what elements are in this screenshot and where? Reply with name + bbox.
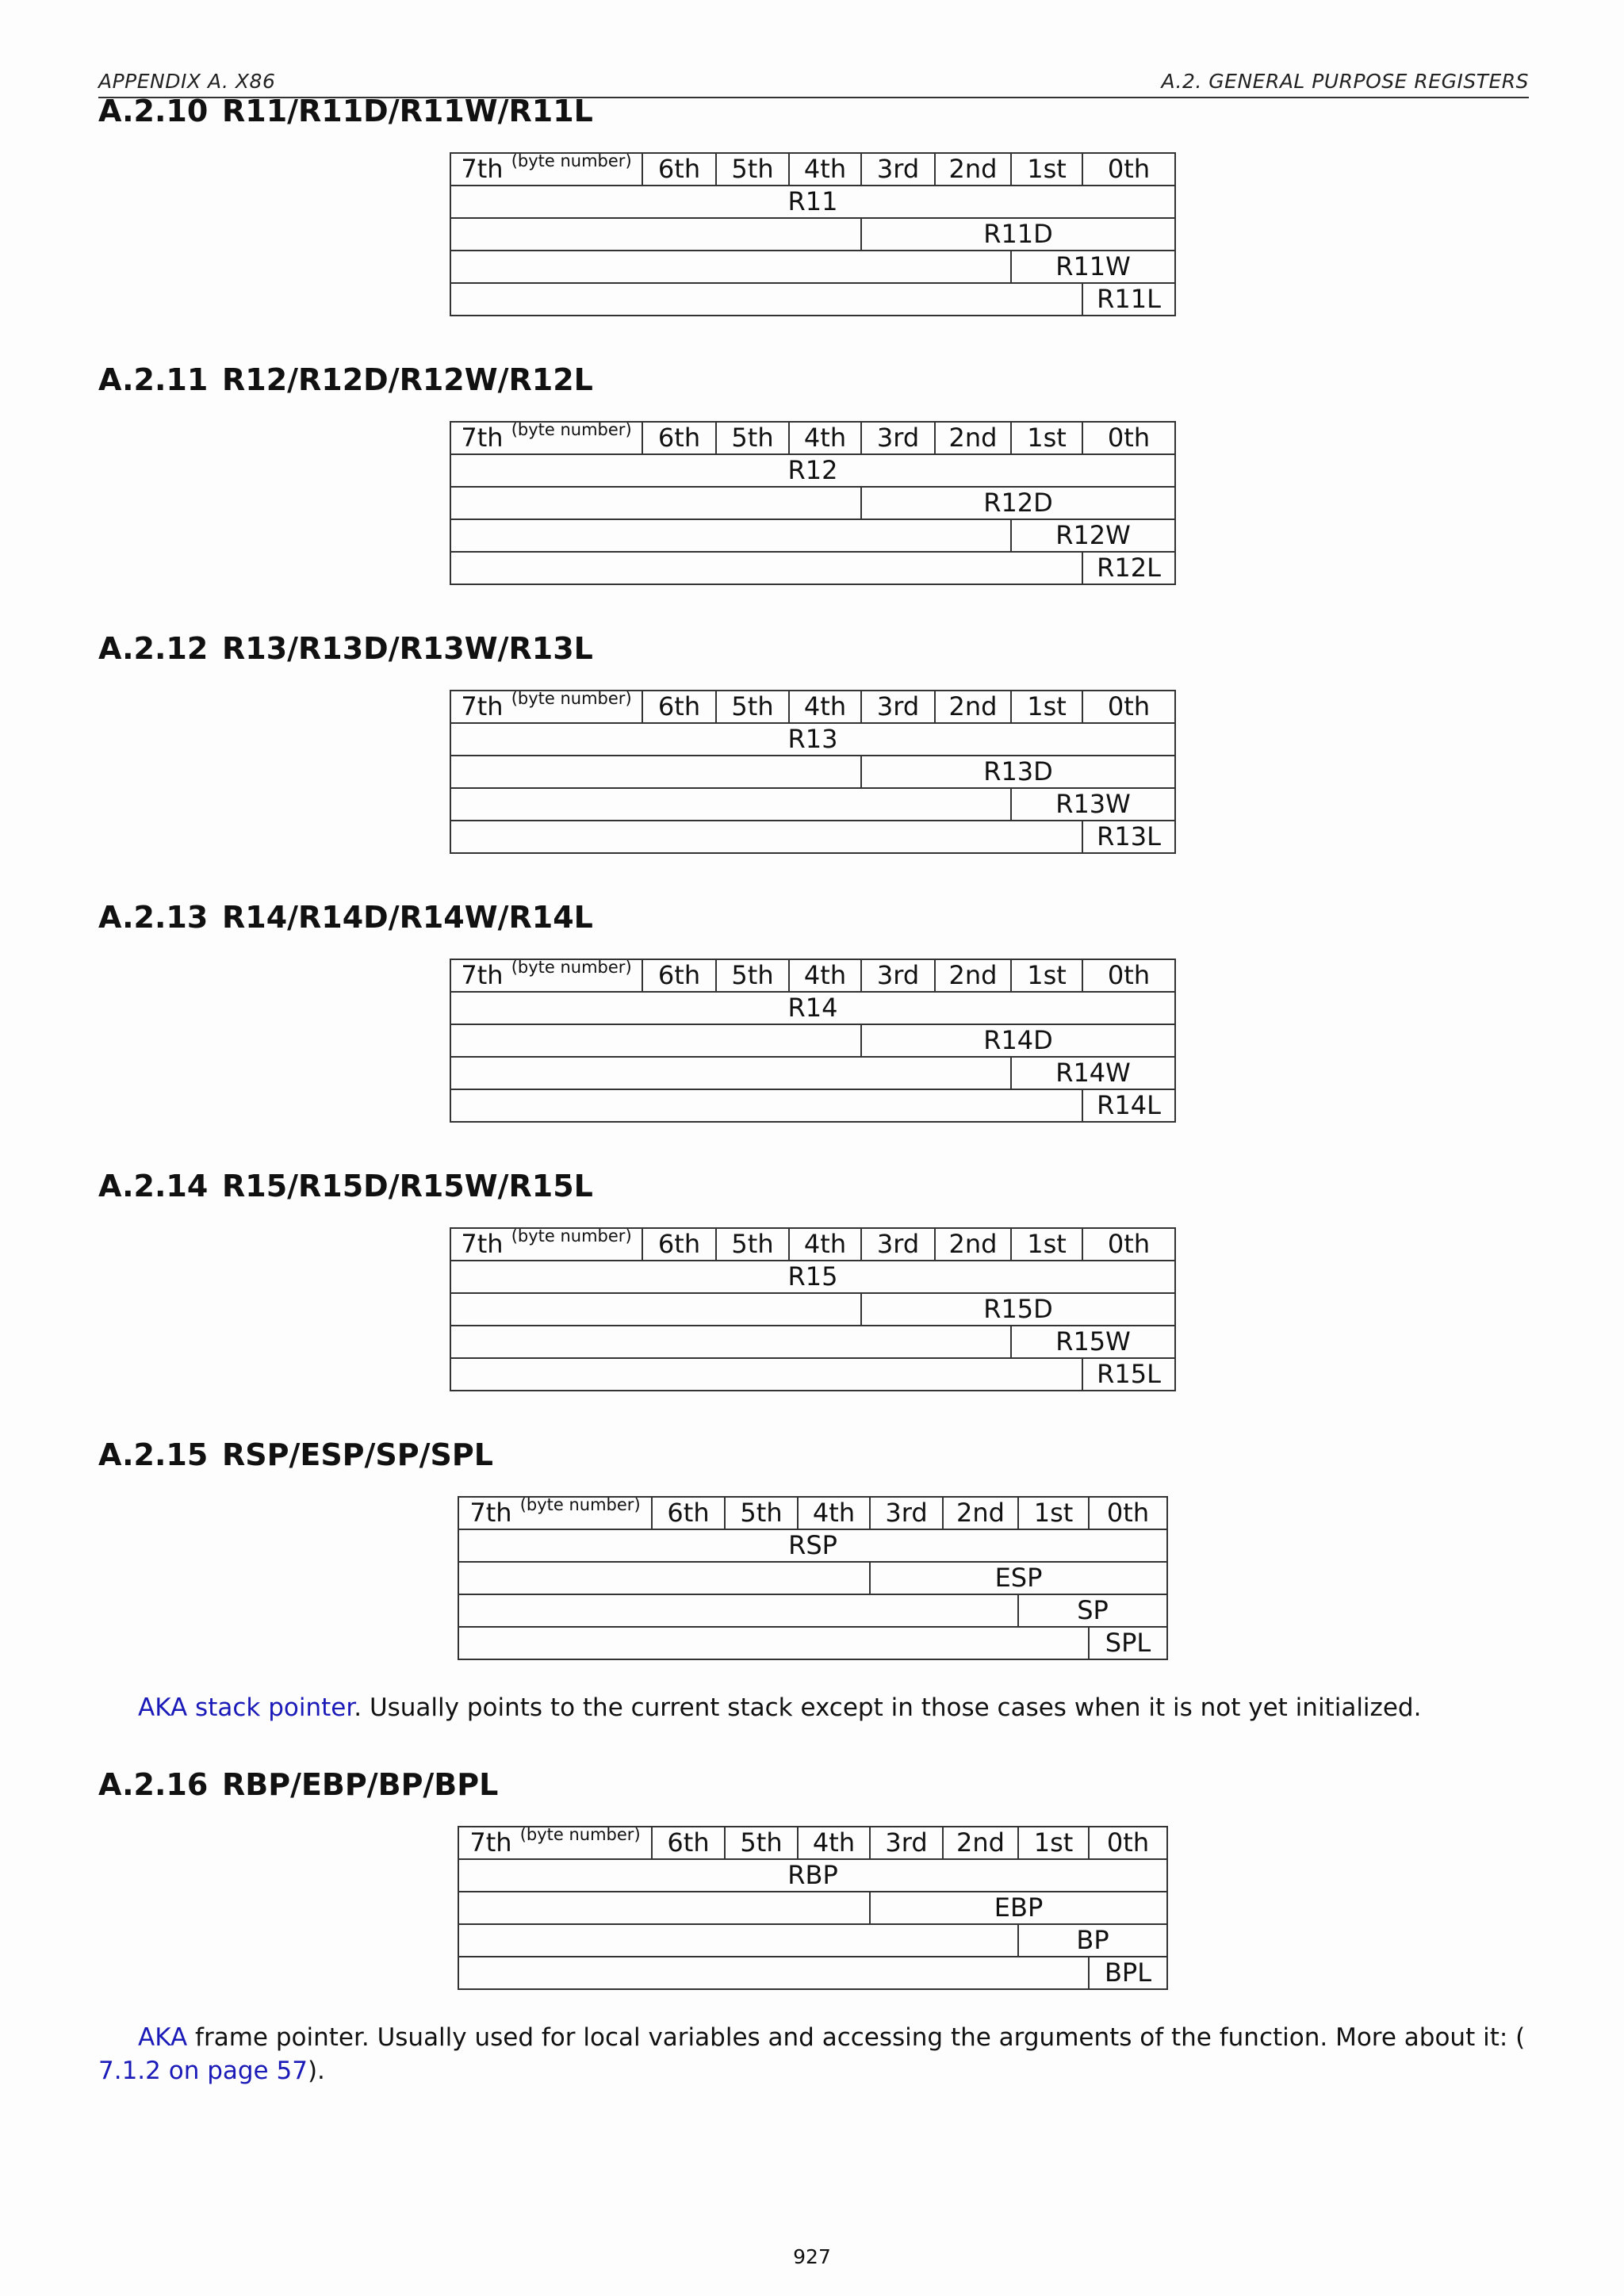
unused-cell [450, 1326, 1011, 1358]
register-64bit: R12 [450, 454, 1175, 487]
rbp-description-end: ). [307, 2057, 325, 2085]
section-title-r13 [98, 631, 593, 666]
byte-4-header: 4th [789, 422, 861, 454]
register-32bit: R15D [861, 1293, 1175, 1326]
byte-5-header: 5th [716, 1228, 789, 1261]
byte-number-row [458, 1827, 1167, 1859]
byte-6-header: 6th [642, 422, 716, 454]
byte-6-header: 6th [642, 1228, 716, 1261]
byte-3-header: 3rd [861, 422, 935, 454]
unused-cell [450, 788, 1011, 821]
byte-number-row [450, 959, 1175, 992]
byte-4-header: 4th [789, 691, 861, 723]
page-reference-link[interactable]: 7.1.2 on page 57 [98, 2057, 308, 2085]
byte-3-header: 3rd [861, 959, 935, 992]
byte-6-header: 6th [642, 691, 716, 723]
unused-cell [450, 519, 1011, 552]
byte-7-header: 7th $^{(byte number)}$ [458, 1497, 652, 1529]
aka-link[interactable]: AKA [138, 2023, 188, 2052]
section-name: R11/R11D/R11W/R11L [222, 94, 593, 128]
unused-cell [450, 283, 1082, 316]
unused-cell [450, 1293, 861, 1326]
register-16bit: R14W [1011, 1057, 1175, 1089]
register-table-r14 [450, 959, 1176, 1123]
byte-4-header: 4th [789, 153, 861, 186]
byte-5-header: 5th [725, 1827, 798, 1859]
byte-2-header: 2nd [935, 691, 1011, 723]
byte-0-header: 0th [1082, 959, 1175, 992]
byte-3-header: 3rd [861, 153, 935, 186]
byte-1-header: 1st [1011, 959, 1082, 992]
register-32bit: R12D [861, 487, 1175, 519]
byte-number-row [458, 1497, 1167, 1529]
byte-5-header: 5th [716, 691, 789, 723]
header-chapter: APPENDIX A. X86 [98, 70, 276, 93]
byte-2-header: 2nd [935, 422, 1011, 454]
register-64bit: R13 [450, 723, 1175, 756]
section-title-r12 [98, 362, 593, 397]
byte-7-header: 7th $^{(byte number)}$ [458, 1827, 652, 1859]
register-table-rsp [458, 1496, 1168, 1660]
register-16bit: R11W [1011, 251, 1175, 283]
register-32bit: R14D [861, 1024, 1175, 1057]
register-8bit: R12L [1082, 552, 1175, 584]
section-number: A.2.15 [98, 1437, 209, 1472]
unused-cell [450, 821, 1082, 853]
byte-5-header: 5th [725, 1497, 798, 1529]
register-8bit: R14L [1082, 1089, 1175, 1122]
rbp-description-text: frame pointer. Usually used for local variables and accessing the arguments of the function. More about it: ( [187, 2023, 1526, 2052]
unused-cell [450, 552, 1082, 584]
unused-cell [450, 218, 861, 251]
byte-5-header: 5th [716, 153, 789, 186]
unused-cell [458, 1594, 1018, 1627]
unused-cell [458, 1562, 870, 1594]
section-number: A.2.14 [98, 1169, 209, 1203]
unused-cell [450, 1358, 1082, 1391]
byte-3-header: 3rd [861, 1228, 935, 1261]
byte-2-header: 2nd [943, 1497, 1018, 1529]
rsp-description [98, 1691, 1529, 1724]
byte-0-header: 0th [1089, 1827, 1167, 1859]
register-16bit: BP [1018, 1924, 1167, 1957]
byte-5-header: 5th [716, 422, 789, 454]
section-name: R13/R13D/R13W/R13L [222, 631, 593, 666]
register-64bit: R15 [450, 1261, 1175, 1293]
register-8bit: R13L [1082, 821, 1175, 853]
byte-2-header: 2nd [935, 1228, 1011, 1261]
byte-0-header: 0th [1082, 422, 1175, 454]
unused-cell [458, 1627, 1089, 1659]
rbp-description [98, 2021, 1529, 2087]
byte-0-header: 0th [1082, 153, 1175, 186]
register-table-rbp [458, 1826, 1168, 1990]
byte-1-header: 1st [1018, 1497, 1089, 1529]
section-title-r15 [98, 1169, 593, 1203]
header-section: A.2. GENERAL PURPOSE REGISTERS [1161, 70, 1529, 93]
byte-7-header: 7th $^{(byte number)}$ [450, 153, 642, 186]
register-32bit: R11D [861, 218, 1175, 251]
byte-2-header: 2nd [935, 959, 1011, 992]
register-64bit: R11 [450, 186, 1175, 218]
rsp-description-text: . Usually points to the current stack except in those cases when it is not yet initialized. [354, 1693, 1422, 1722]
byte-5-header: 5th [716, 959, 789, 992]
register-8bit: R11L [1082, 283, 1175, 316]
byte-1-header: 1st [1011, 422, 1082, 454]
section-number: A.2.13 [98, 900, 209, 935]
unused-cell [450, 1024, 861, 1057]
byte-7-header: 7th $^{(byte number)}$ [450, 422, 642, 454]
byte-3-header: 3rd [861, 691, 935, 723]
byte-number-row [450, 691, 1175, 723]
stack-pointer-link[interactable]: AKA stack pointer [138, 1693, 354, 1722]
byte-1-header: 1st [1011, 1228, 1082, 1261]
byte-0-header: 0th [1082, 691, 1175, 723]
byte-4-header: 4th [798, 1827, 870, 1859]
section-number: A.2.16 [98, 1767, 209, 1802]
register-64bit: RSP [458, 1529, 1167, 1562]
byte-0-header: 0th [1082, 1228, 1175, 1261]
byte-4-header: 4th [798, 1497, 870, 1529]
section-name: R12/R12D/R12W/R12L [222, 362, 593, 397]
section-number: A.2.12 [98, 631, 209, 666]
register-8bit: SPL [1089, 1627, 1167, 1659]
byte-1-header: 1st [1011, 691, 1082, 723]
byte-7-header: 7th $^{(byte number)}$ [450, 691, 642, 723]
section-name: RSP/ESP/SP/SPL [222, 1437, 493, 1472]
register-16bit: R12W [1011, 519, 1175, 552]
section-title-rsp [98, 1437, 493, 1472]
unused-cell [458, 1924, 1018, 1957]
register-table-r13 [450, 690, 1176, 854]
byte-number-row [450, 422, 1175, 454]
unused-cell [458, 1892, 870, 1924]
byte-number-row [450, 1228, 1175, 1261]
byte-7-header: 7th $^{(byte number)}$ [450, 959, 642, 992]
byte-number-row [450, 153, 1175, 186]
register-32bit: ESP [870, 1562, 1167, 1594]
section-name: R14/R14D/R14W/R14L [222, 900, 593, 935]
byte-6-header: 6th [642, 153, 716, 186]
register-16bit: SP [1018, 1594, 1167, 1627]
byte-1-header: 1st [1018, 1827, 1089, 1859]
byte-3-header: 3rd [870, 1827, 943, 1859]
section-name: R15/R15D/R15W/R15L [222, 1169, 593, 1203]
byte-2-header: 2nd [943, 1827, 1018, 1859]
byte-4-header: 4th [789, 959, 861, 992]
unused-cell [450, 756, 861, 788]
unused-cell [450, 1089, 1082, 1122]
register-16bit: R13W [1011, 788, 1175, 821]
page-number: 927 [793, 2245, 831, 2268]
byte-6-header: 6th [652, 1827, 725, 1859]
byte-7-header: 7th $^{(byte number)}$ [450, 1228, 642, 1261]
byte-0-header: 0th [1089, 1497, 1167, 1529]
register-32bit: EBP [870, 1892, 1167, 1924]
section-number: A.2.11 [98, 362, 209, 397]
register-64bit: RBP [458, 1859, 1167, 1892]
register-8bit: BPL [1089, 1957, 1167, 1989]
register-16bit: R15W [1011, 1326, 1175, 1358]
section-title-r11 [98, 94, 593, 128]
byte-2-header: 2nd [935, 153, 1011, 186]
byte-4-header: 4th [789, 1228, 861, 1261]
unused-cell [450, 1057, 1011, 1089]
section-number: A.2.10 [98, 94, 209, 128]
section-title-rbp [98, 1767, 498, 1802]
byte-6-header: 6th [652, 1497, 725, 1529]
byte-1-header: 1st [1011, 153, 1082, 186]
byte-6-header: 6th [642, 959, 716, 992]
unused-cell [450, 251, 1011, 283]
section-name: RBP/EBP/BP/BPL [222, 1767, 499, 1802]
byte-3-header: 3rd [870, 1497, 943, 1529]
register-8bit: R15L [1082, 1358, 1175, 1391]
register-32bit: R13D [861, 756, 1175, 788]
register-table-r11 [450, 152, 1176, 316]
register-64bit: R14 [450, 992, 1175, 1024]
register-table-r12 [450, 421, 1176, 585]
unused-cell [450, 487, 861, 519]
section-title-r14 [98, 900, 593, 935]
unused-cell [458, 1957, 1089, 1989]
register-table-r15 [450, 1227, 1176, 1391]
